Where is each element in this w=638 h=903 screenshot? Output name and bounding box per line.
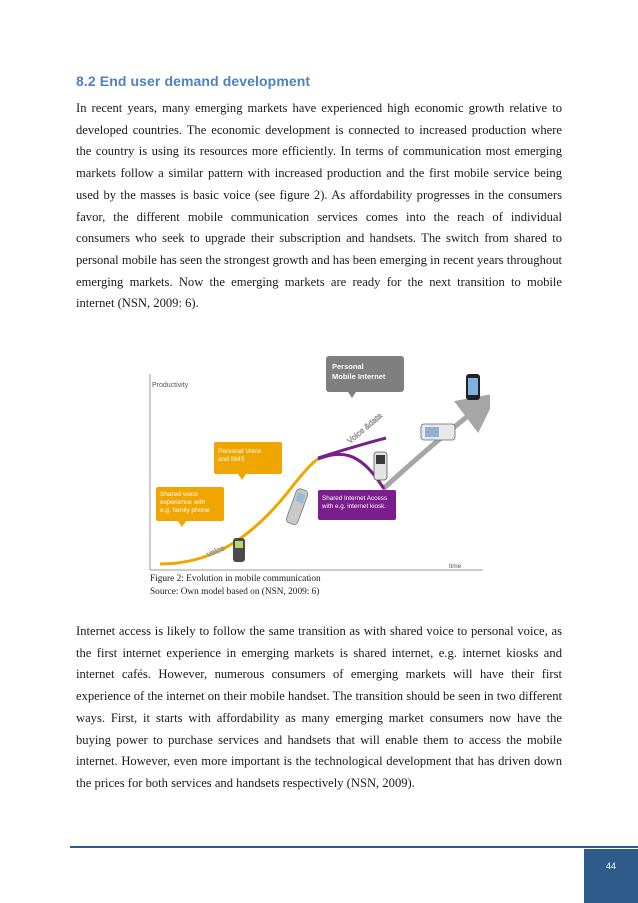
page-number: 44	[584, 849, 638, 903]
box-personal-voice	[214, 442, 282, 480]
curve-label-voice: voice	[205, 543, 227, 559]
caption-title: Figure 2: Evolution in mobile communication	[150, 574, 321, 584]
qwerty-phone-icon	[421, 424, 455, 440]
smartphone-icon	[466, 374, 480, 400]
x-axis-label: time	[449, 563, 462, 570]
y-axis-label: Productivity	[152, 382, 189, 389]
svg-text:Shared Internet Access: Shared Internet Access	[322, 495, 388, 502]
paragraph-internet-access: Internet access is likely to follow the same transition as with shared voice to personal voice, as the first internet experience in emerging markets is shared internet, e.g. internet kiosks and internet cafés. However, numerous consumers of emerging markets will have their first experience of the internet on their mobile handset. The transition should be seen in two different ways. First, it starts with affordability as many emerging market consumers now have the buying power to purchase services and handsets that will enable them to access the mobile internet. However, even more important is the technological development that has driven down the prices for both services and handsets respectively (NSN, 2009).	[76, 624, 562, 790]
svg-text:and SMS: and SMS	[218, 456, 245, 463]
basic-phone-icon	[233, 538, 245, 562]
caption-source: Source: Own model based on (NSN, 2009: 6)	[150, 587, 320, 597]
evolution-figure	[138, 352, 490, 584]
svg-text:experience with: experience with	[160, 499, 206, 506]
paragraph-end-user-demand: In recent years, many emerging markets have experienced high economic growth relative to developed countries. The economic development is connected to increased production where the country is using its resources more efficiently. In terms of communication most emerging markets follow a similar pattern with increased production and the first mobile service being used by the masses is basic voice (see figure 2). As affordability progresses in the consumers favor, the different mobile communication services comes into the reach of individual consumers who seek to upgrade their subscription and handsets. The switch from shared to personal mobile has seen the strongest growth and has been emerging in recent years throughout emerging markets. Now the emerging markets are ready for the next transition to mobile internet (NSN, 2009: 6).	[76, 101, 562, 311]
svg-text:e.g. family phone: e.g. family phone	[160, 507, 210, 514]
svg-text:Personal: Personal	[332, 362, 364, 371]
svg-text:Personal Voice: Personal Voice	[218, 448, 262, 455]
box-shared-voice	[156, 487, 224, 527]
evolution-diagram	[138, 352, 490, 584]
footer-rule	[70, 846, 638, 848]
curve-label-voice-data: Voice &data	[345, 411, 384, 446]
svg-text:Shared voice: Shared voice	[160, 491, 198, 498]
box-shared-internet	[318, 490, 396, 520]
section-heading: 8.2 End user demand development	[76, 73, 311, 89]
svg-text:with e.g. internet kiosk.: with e.g. internet kiosk.	[322, 503, 387, 510]
box-personal-internet	[326, 356, 404, 398]
feature-phone-icon	[374, 452, 387, 480]
figure-caption	[150, 573, 321, 599]
svg-text:Mobile Internet: Mobile Internet	[332, 372, 386, 381]
future-arrow	[383, 402, 486, 489]
